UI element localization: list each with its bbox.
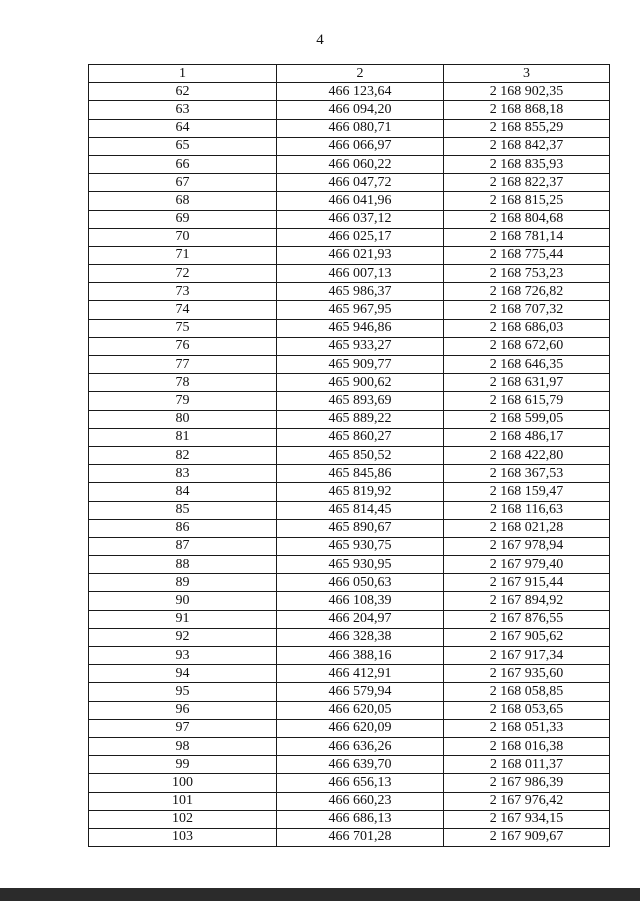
point-number-cell: 99 (89, 756, 277, 774)
point-number-cell: 79 (89, 392, 277, 410)
scan-edge (0, 888, 640, 901)
x-coordinate-cell: 466 639,70 (277, 756, 444, 774)
y-coordinate-cell: 2 167 979,40 (444, 556, 610, 574)
x-coordinate-cell: 465 946,86 (277, 319, 444, 337)
table-header-row (89, 65, 610, 83)
table-row (89, 701, 610, 719)
point-number-cell: 68 (89, 192, 277, 210)
table-body (89, 83, 610, 847)
point-number-cell: 101 (89, 792, 277, 810)
point-number-cell: 97 (89, 719, 277, 737)
table-row (89, 683, 610, 701)
point-number-cell: 96 (89, 701, 277, 719)
point-number-cell: 85 (89, 501, 277, 519)
y-coordinate-cell: 2 168 842,37 (444, 137, 610, 155)
x-coordinate-cell: 466 656,13 (277, 774, 444, 792)
x-coordinate-cell: 466 041,96 (277, 192, 444, 210)
table-row (89, 828, 610, 846)
x-coordinate-cell: 466 412,91 (277, 665, 444, 683)
y-coordinate-cell: 2 168 753,23 (444, 265, 610, 283)
table-row (89, 101, 610, 119)
y-coordinate-cell: 2 168 631,97 (444, 374, 610, 392)
point-number-cell: 92 (89, 628, 277, 646)
y-coordinate-cell: 2 168 422,80 (444, 446, 610, 464)
y-coordinate-cell: 2 167 917,34 (444, 647, 610, 665)
y-coordinate-cell: 2 168 646,35 (444, 356, 610, 374)
x-coordinate-cell: 466 007,13 (277, 265, 444, 283)
table-row (89, 737, 610, 755)
x-coordinate-cell: 465 967,95 (277, 301, 444, 319)
table-row (89, 756, 610, 774)
y-coordinate-cell: 2 167 935,60 (444, 665, 610, 683)
y-coordinate-cell: 2 168 902,35 (444, 83, 610, 101)
table-row (89, 483, 610, 501)
table-row (89, 446, 610, 464)
x-coordinate-cell: 466 636,26 (277, 737, 444, 755)
table-row (89, 465, 610, 483)
point-number-cell: 76 (89, 337, 277, 355)
y-coordinate-cell: 2 168 855,29 (444, 119, 610, 137)
point-number-cell: 86 (89, 519, 277, 537)
table-row (89, 519, 610, 537)
table-row (89, 392, 610, 410)
table-row (89, 810, 610, 828)
table-row (89, 410, 610, 428)
point-number-cell: 90 (89, 592, 277, 610)
point-number-cell: 89 (89, 574, 277, 592)
y-coordinate-cell: 2 168 775,44 (444, 246, 610, 264)
table-row (89, 774, 610, 792)
point-number-cell: 93 (89, 647, 277, 665)
table-row (89, 246, 610, 264)
y-coordinate-cell: 2 168 486,17 (444, 428, 610, 446)
x-coordinate-cell: 466 620,05 (277, 701, 444, 719)
point-number-cell: 83 (89, 465, 277, 483)
x-coordinate-cell: 466 108,39 (277, 592, 444, 610)
point-number-cell: 64 (89, 119, 277, 137)
table-row (89, 428, 610, 446)
y-coordinate-cell: 2 168 367,53 (444, 465, 610, 483)
table-row (89, 174, 610, 192)
table-row (89, 192, 610, 210)
y-coordinate-cell: 2 168 726,82 (444, 283, 610, 301)
table-row (89, 83, 610, 101)
x-coordinate-cell: 466 080,71 (277, 119, 444, 137)
point-number-cell: 88 (89, 556, 277, 574)
x-coordinate-cell: 466 620,09 (277, 719, 444, 737)
x-coordinate-cell: 465 930,95 (277, 556, 444, 574)
x-coordinate-cell: 466 686,13 (277, 810, 444, 828)
point-number-cell: 100 (89, 774, 277, 792)
table-row (89, 283, 610, 301)
y-coordinate-cell: 2 167 934,15 (444, 810, 610, 828)
table-row (89, 374, 610, 392)
y-coordinate-cell: 2 168 835,93 (444, 155, 610, 173)
point-number-cell: 69 (89, 210, 277, 228)
y-coordinate-cell: 2 168 016,38 (444, 737, 610, 755)
x-coordinate-cell: 465 930,75 (277, 537, 444, 555)
x-coordinate-cell: 465 986,37 (277, 283, 444, 301)
point-number-cell: 91 (89, 610, 277, 628)
y-coordinate-cell: 2 168 822,37 (444, 174, 610, 192)
table-row (89, 556, 610, 574)
y-coordinate-cell: 2 168 599,05 (444, 410, 610, 428)
point-number-cell: 77 (89, 356, 277, 374)
y-coordinate-cell: 2 168 804,68 (444, 210, 610, 228)
y-coordinate-cell: 2 167 915,44 (444, 574, 610, 592)
point-number-cell: 82 (89, 446, 277, 464)
y-coordinate-cell: 2 167 905,62 (444, 628, 610, 646)
x-coordinate-cell: 466 050,63 (277, 574, 444, 592)
x-coordinate-cell: 466 204,97 (277, 610, 444, 628)
x-coordinate-cell: 466 701,28 (277, 828, 444, 846)
table-row (89, 155, 610, 173)
table-row (89, 210, 610, 228)
table-row (89, 265, 610, 283)
x-coordinate-cell: 465 850,52 (277, 446, 444, 464)
point-number-cell: 74 (89, 301, 277, 319)
point-number-cell: 98 (89, 737, 277, 755)
x-coordinate-cell: 465 889,22 (277, 410, 444, 428)
x-coordinate-cell: 465 890,67 (277, 519, 444, 537)
y-coordinate-cell: 2 168 672,60 (444, 337, 610, 355)
x-coordinate-cell: 466 021,93 (277, 246, 444, 264)
y-coordinate-cell: 2 168 707,32 (444, 301, 610, 319)
x-coordinate-cell: 466 579,94 (277, 683, 444, 701)
point-number-cell: 95 (89, 683, 277, 701)
y-coordinate-cell: 2 168 116,63 (444, 501, 610, 519)
point-number-cell: 103 (89, 828, 277, 846)
point-number-cell: 75 (89, 319, 277, 337)
point-number-cell: 70 (89, 228, 277, 246)
point-number-cell: 67 (89, 174, 277, 192)
x-coordinate-cell: 466 037,12 (277, 210, 444, 228)
table-row (89, 592, 610, 610)
y-coordinate-cell: 2 168 781,14 (444, 228, 610, 246)
x-coordinate-cell: 465 909,77 (277, 356, 444, 374)
x-coordinate-cell: 466 660,23 (277, 792, 444, 810)
x-coordinate-cell: 466 060,22 (277, 155, 444, 173)
x-coordinate-cell: 465 814,45 (277, 501, 444, 519)
table-row (89, 337, 610, 355)
x-coordinate-cell: 465 893,69 (277, 392, 444, 410)
point-number-cell: 78 (89, 374, 277, 392)
column-header-2: 2 (277, 65, 444, 83)
point-number-cell: 72 (89, 265, 277, 283)
table-row (89, 356, 610, 374)
x-coordinate-cell: 466 047,72 (277, 174, 444, 192)
table-row (89, 319, 610, 337)
y-coordinate-cell: 2 168 021,28 (444, 519, 610, 537)
point-number-cell: 65 (89, 137, 277, 155)
table-row (89, 719, 610, 737)
x-coordinate-cell: 465 900,62 (277, 374, 444, 392)
table-row (89, 792, 610, 810)
point-number-cell: 62 (89, 83, 277, 101)
point-number-cell: 66 (89, 155, 277, 173)
y-coordinate-cell: 2 167 976,42 (444, 792, 610, 810)
point-number-cell: 80 (89, 410, 277, 428)
y-coordinate-cell: 2 168 615,79 (444, 392, 610, 410)
y-coordinate-cell: 2 167 894,92 (444, 592, 610, 610)
point-number-cell: 73 (89, 283, 277, 301)
x-coordinate-cell: 466 066,97 (277, 137, 444, 155)
point-number-cell: 84 (89, 483, 277, 501)
table-row (89, 137, 610, 155)
y-coordinate-cell: 2 168 159,47 (444, 483, 610, 501)
table-row (89, 501, 610, 519)
x-coordinate-cell: 466 094,20 (277, 101, 444, 119)
x-coordinate-cell: 465 845,86 (277, 465, 444, 483)
y-coordinate-cell: 2 168 058,85 (444, 683, 610, 701)
point-number-cell: 102 (89, 810, 277, 828)
table-row (89, 647, 610, 665)
y-coordinate-cell: 2 168 011,37 (444, 756, 610, 774)
x-coordinate-cell: 465 819,92 (277, 483, 444, 501)
x-coordinate-cell: 466 328,38 (277, 628, 444, 646)
y-coordinate-cell: 2 168 868,18 (444, 101, 610, 119)
table-row (89, 665, 610, 683)
column-header-3: 3 (444, 65, 610, 83)
table-row (89, 537, 610, 555)
table-row (89, 228, 610, 246)
table-row (89, 574, 610, 592)
y-coordinate-cell: 2 167 978,94 (444, 537, 610, 555)
point-number-cell: 94 (89, 665, 277, 683)
page-number: 4 (316, 32, 324, 48)
x-coordinate-cell: 466 025,17 (277, 228, 444, 246)
x-coordinate-cell: 466 388,16 (277, 647, 444, 665)
y-coordinate-cell: 2 168 053,65 (444, 701, 610, 719)
point-number-cell: 81 (89, 428, 277, 446)
y-coordinate-cell: 2 168 051,33 (444, 719, 610, 737)
y-coordinate-cell: 2 167 876,55 (444, 610, 610, 628)
point-number-cell: 71 (89, 246, 277, 264)
point-number-cell: 87 (89, 537, 277, 555)
point-number-cell: 63 (89, 101, 277, 119)
y-coordinate-cell: 2 167 909,67 (444, 828, 610, 846)
table-row (89, 119, 610, 137)
table-row (89, 301, 610, 319)
y-coordinate-cell: 2 168 686,03 (444, 319, 610, 337)
y-coordinate-cell: 2 168 815,25 (444, 192, 610, 210)
coordinates-table (88, 64, 610, 847)
table-row (89, 610, 610, 628)
y-coordinate-cell: 2 167 986,39 (444, 774, 610, 792)
x-coordinate-cell: 466 123,64 (277, 83, 444, 101)
table-row (89, 628, 610, 646)
x-coordinate-cell: 465 933,27 (277, 337, 444, 355)
x-coordinate-cell: 465 860,27 (277, 428, 444, 446)
column-header-1: 1 (89, 65, 277, 83)
